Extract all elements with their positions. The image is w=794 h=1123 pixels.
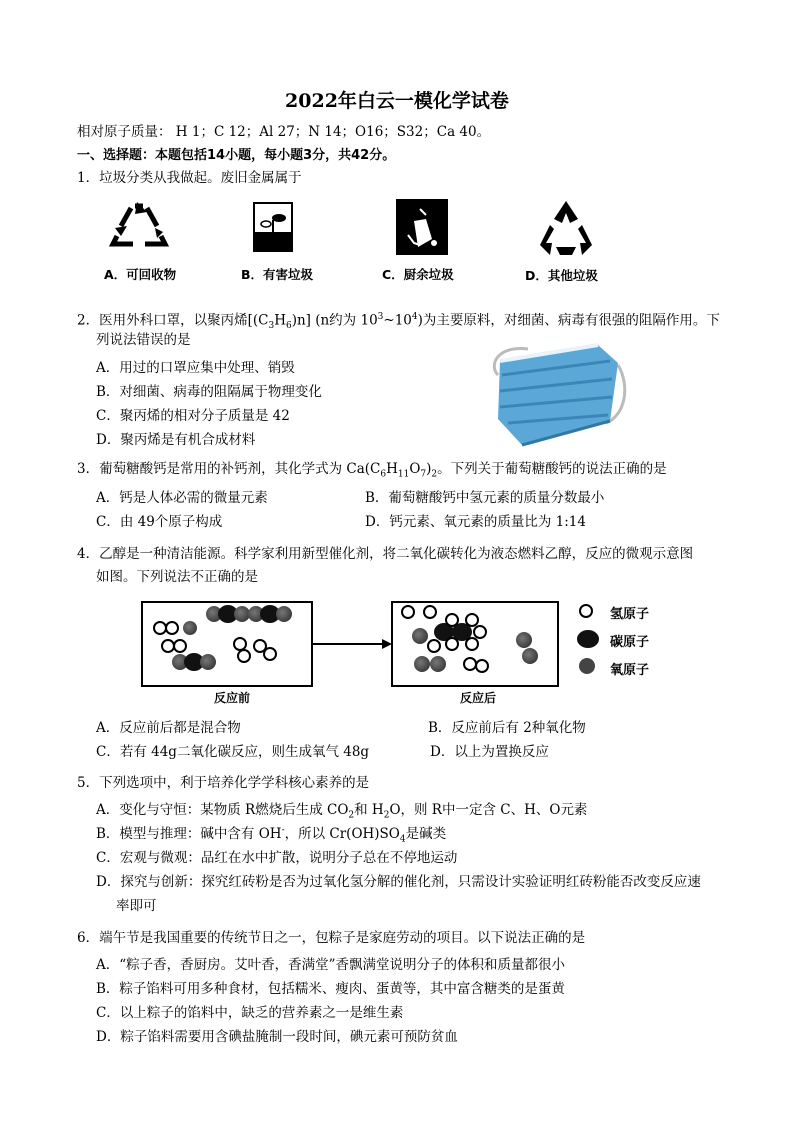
q4-stem-line1: 4．乙醇是一种清洁能源。科学家利用新型催化剂，将二氧化碳转化为液态燃料乙醇，反应的微观示意图	[77, 546, 694, 562]
q2-option-d: D．聚丙烯是有机合成材料	[96, 432, 256, 448]
q6-option-d: D．粽子馅料需要用含碘盐腌制一段时间，碘元素可预防贫血	[96, 1029, 458, 1045]
exam-title: 2022年白云一模化学试卷	[285, 90, 509, 112]
q2-stem-line2: 列说法错误的是	[96, 332, 191, 348]
other-waste-icon	[538, 199, 594, 263]
q3-stem: 3．葡萄糖酸钙是常用的补钙剂，其化学式为 $Ca(C_6H_{11}O_7)_2$。下列关于葡萄糖酸钙的说法正确的是	[77, 461, 667, 480]
q5-option-d-line1: D．探究与创新：探究红砖粉是否为过氧化氢分解的催化剂，只需设计实验证明红砖粉能否改变反应速	[96, 874, 701, 890]
q4-option-d: D．以上为置换反应	[430, 744, 549, 760]
section-heading: 一、选择题：本题包括14小题，每小题3分，共42分。	[77, 148, 396, 163]
recyclable-icon	[107, 200, 171, 260]
before-label: 反应前	[214, 691, 251, 705]
q3-option-b: B．葡萄糖酸钙中氢元素的质量分数最小	[365, 490, 605, 506]
q5-option-a: A．变化与守恒：某物质 R燃烧后生成 $CO_2$和 $H_2O$，则 R中一定含 C、H、O元素	[96, 802, 588, 821]
q4-option-c: C．若有 44g二氧化碳反应，则生成氧气 48g	[96, 744, 370, 760]
q5-option-b: B．模型与推理：碱中含有 OH-，所以 $Cr(OH)SO_4$是碱类	[96, 825, 447, 845]
oxygen-legend-icon	[578, 657, 596, 679]
q1-caption-a: A．可回收物	[104, 267, 177, 282]
q2-option-c: C．聚丙烯的相对分子质量是 42	[96, 408, 290, 424]
kitchen-waste-icon	[396, 199, 448, 259]
carbon-legend-icon	[576, 629, 600, 653]
q2-stem-line1: 2．医用外科口罩，以聚丙烯$[(C_3H_6)n]$ (n约为 $10^3\sim 10^4$)为主要原料，对细菌、病毒有很强的阻隔作用。下	[77, 312, 720, 332]
q4-option-b: B．反应前后有 2种氧化物	[428, 720, 586, 736]
q3-option-d: D．钙元素、氧元素的质量比为 1:14	[365, 514, 586, 530]
q6-option-a: A．“粽子香，香厨房。艾叶香，香满堂”香飘满堂说明分子的体积和质量都很小	[96, 957, 566, 973]
reaction-diagram	[140, 598, 560, 694]
q6-stem: 6．端午节是我国重要的传统节日之一，包粽子是家庭劳动的项目。以下说法正确的是	[77, 930, 586, 946]
q1-stem: 1．垃圾分类从我做起。废旧金属属于	[77, 170, 302, 186]
q2-option-b: B．对细菌、病毒的阻隔属于物理变化	[96, 384, 322, 400]
q3-option-c: C．由 49个原子构成	[96, 514, 223, 530]
q5-stem: 5．下列选项中，利于培养化学学科核心素养的是	[77, 775, 370, 791]
atomic-mass-line: 相对原子质量： H 1；C 12；Al 27；N 14；O16；S32；Ca 40。	[77, 124, 491, 140]
q5-option-c: C．宏观与微观：品红在水中扩散，说明分子总在不停地运动	[96, 850, 458, 866]
q4-option-a: A．反应前后都是混合物	[96, 720, 241, 736]
q1-caption-b: B．有害垃圾	[241, 267, 314, 282]
legend-hydrogen: 氢原子	[610, 607, 650, 622]
q3-option-a: A．钙是人体必需的微量元素	[96, 490, 268, 506]
q6-option-c: C．以上粽子的馅料中，缺乏的营养素之一是维生素	[96, 1005, 404, 1021]
legend-oxygen: 氧原子	[610, 663, 650, 678]
q1-caption-c: C．厨余垃圾	[382, 267, 454, 282]
surgical-mask-image	[478, 335, 630, 451]
hazardous-icon	[253, 202, 293, 256]
q2-option-a: A．用过的口罩应集中处理、销毁	[96, 360, 295, 376]
legend-carbon: 碳原子	[610, 635, 650, 650]
q4-stem-line2: 如图。下列说法不正确的是	[96, 569, 258, 585]
hydrogen-legend-icon	[578, 603, 594, 623]
q6-option-b: B．粽子馅料可用多种食材，包括糯米、瘦肉、蛋黄等，其中富含糖类的是蛋黄	[96, 981, 565, 997]
q5-option-d-line2: 率即可	[116, 898, 157, 914]
q1-caption-d: D．其他垃圾	[525, 268, 598, 283]
after-label: 反应后	[460, 691, 497, 705]
